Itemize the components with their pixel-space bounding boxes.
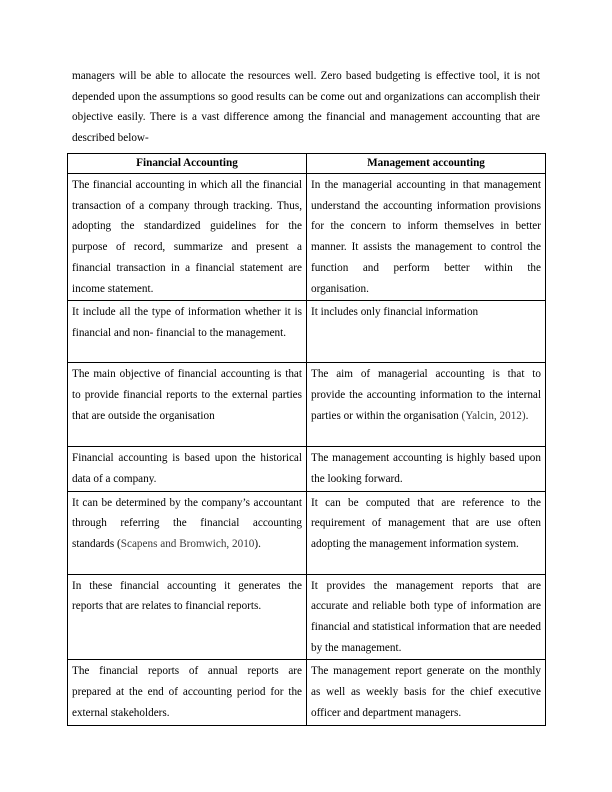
management-cell: The management report generate on the monthly as well as weekly basis for the chief executive officer and department managers.: [307, 660, 546, 725]
financial-cell: It include all the type of information whether it is financial and non- financial to the management.: [68, 301, 307, 363]
table-row: [68, 174, 546, 301]
citation-yalcin: (Yalcin, 2012): [461, 409, 526, 422]
header-management-accounting: Management accounting: [307, 154, 546, 174]
management-cell: It provides the management reports that are accurate and reliable both type of information are financial and statistical information that are needed by the management.: [307, 574, 546, 660]
financial-cell: Financial accounting is based upon the historical data of a company.: [68, 447, 307, 491]
citation-suffix: ).: [254, 538, 261, 551]
management-cell: It includes only financial information: [307, 301, 546, 363]
table-header-row: [68, 154, 546, 174]
citation-suffix: .: [525, 409, 529, 422]
financial-cell: The financial accounting in which all the financial transaction of a company through tracking. Thus, adopting the standardized guidelines for the purpose of record, summarize and present a financial transaction in a financial statement are income statement.: [68, 174, 307, 301]
table-row: [68, 491, 546, 574]
citation-scapens-bromwich: Scapens and Bromwich, 2010: [120, 538, 255, 551]
table-row: [68, 574, 546, 660]
header-financial-accounting: Financial Accounting: [68, 154, 307, 174]
comparison-table: [67, 153, 546, 726]
management-cell: It can be computed that are reference to the requirement of management that are use often adopting the management information system.: [307, 491, 546, 574]
intro-paragraph: managers will be able to allocate the resources well. Zero based budgeting is effective tool, it is not depended upon the assumptions so good results can be come out and organizations can accomplish their objective easily. There is a vast difference among the financial and management accounting that are described below-: [72, 70, 540, 144]
financial-cell: [68, 491, 307, 574]
management-text: The aim of managerial accounting is that to provide the accounting information to the internal parties or within the organisation: [311, 368, 541, 422]
management-cell: The management accounting is highly based upon the looking forward.: [307, 447, 546, 491]
table-row: [68, 660, 546, 725]
financial-cell: The financial reports of annual reports are prepared at the end of accounting period for the external stakeholders.: [68, 660, 307, 725]
table-row: [68, 301, 546, 363]
table-row: [68, 447, 546, 491]
financial-cell: In these financial accounting it generates the reports that are relates to financial reports.: [68, 574, 307, 660]
management-cell: [307, 363, 546, 447]
financial-text: It can be determined by the company’s accountant through referring the financial accounting standards (: [72, 496, 302, 551]
table-row: [68, 363, 546, 447]
management-cell: In the managerial accounting in that management understand the accounting information provisions for the concern to inform themselves in better manner. It assists the management to control the function and perform better within the organisation.: [307, 174, 546, 301]
financial-cell: The main objective of financial accounting is that to provide financial reports to the external parties that are outside the organisation: [68, 363, 307, 447]
